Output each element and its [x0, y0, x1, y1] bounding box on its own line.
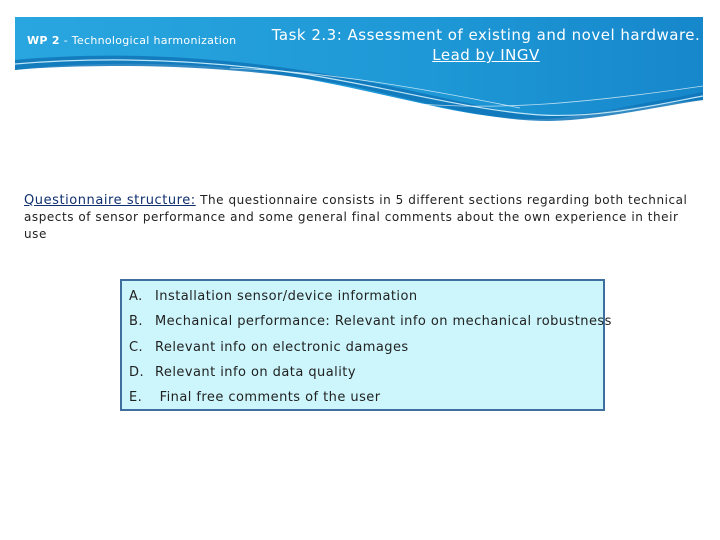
section-item-b [129, 314, 612, 329]
task-title [270, 25, 702, 65]
section-text: Relevant info on electronic damages [155, 340, 409, 355]
section-letter: C. [129, 340, 144, 355]
section-text: Relevant info on data quality [155, 365, 356, 380]
task-lead-link[interactable]: Lead by INGV [432, 46, 540, 64]
section-letter: B. [129, 314, 143, 329]
questionnaire-intro [24, 192, 704, 243]
work-package-label [27, 34, 236, 47]
work-package-number: WP 2 [27, 34, 60, 47]
section-letter: A. [129, 289, 143, 304]
section-item-c [129, 340, 409, 355]
section-item-d [129, 365, 356, 380]
section-item-e [129, 390, 381, 405]
intro-text: The questionnaire consists in 5 different sections regarding both technical aspects of sensor performance and some general final comments about the own experience in their use [24, 193, 688, 241]
section-text: Final free comments of the user [155, 390, 381, 405]
section-letter: D. [129, 365, 145, 380]
intro-label: Questionnaire structure: [24, 193, 196, 208]
header-wave-banner [0, 0, 720, 130]
sections-box [120, 279, 612, 411]
task-title-line: Task 2.3: Assessment of existing and novel hardware. [271, 26, 701, 44]
section-letter: E. [129, 390, 143, 405]
section-item-a [129, 289, 418, 304]
section-text: Mechanical performance: Relevant info on mechanical robustness [155, 314, 612, 329]
work-package-name: - Technological harmonization [63, 34, 237, 47]
section-text: Installation sensor/device information [155, 289, 418, 304]
